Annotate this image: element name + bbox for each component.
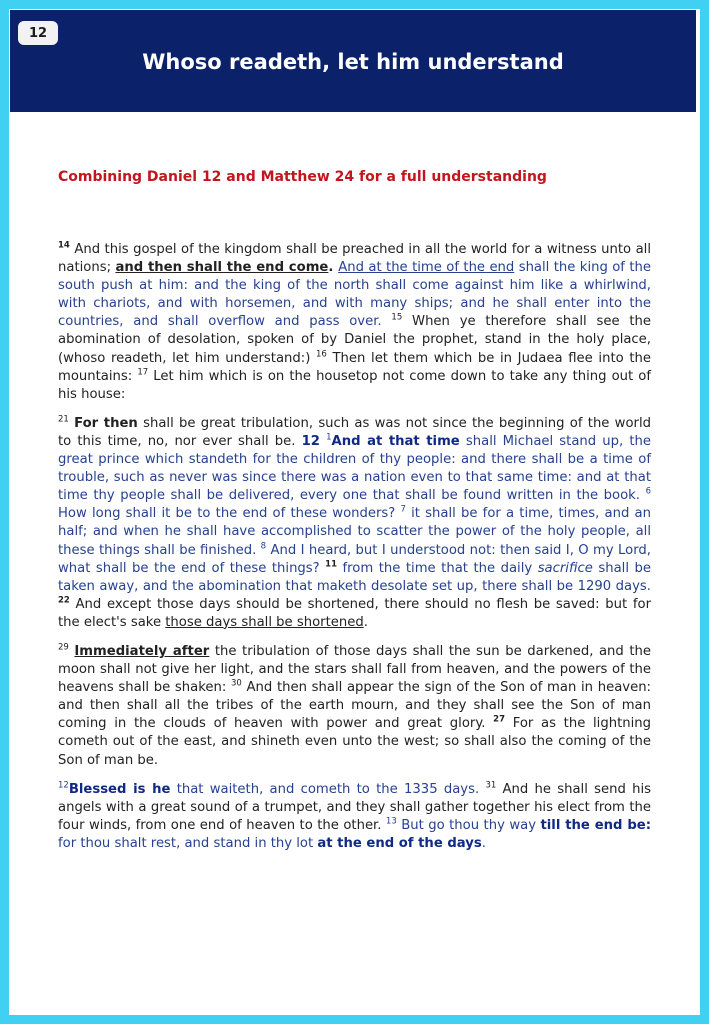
scripture-body <box>58 241 651 864</box>
verse-number: 12 <box>58 780 69 791</box>
text-segment: till the end be: <box>540 817 651 833</box>
text-segment: . <box>328 260 339 276</box>
verse-number: 14 <box>58 240 70 251</box>
text-segment: But go thou thy way <box>396 817 541 833</box>
text-segment: For as the lightning cometh out of the east, and shineth even unto the west; so shall also the coming of the Son of man be. <box>58 716 651 768</box>
text-segment: Let him which is on the housetop not come down to take any thing out of his house: <box>58 368 651 402</box>
text-segment: . <box>363 614 368 630</box>
page-title: Whoso readeth, let him understand <box>142 50 564 74</box>
section-subtitle: Combining Daniel 12 and Matthew 24 for a full understanding <box>58 169 547 185</box>
text-segment: . <box>481 835 486 851</box>
verse-number: 17 <box>137 367 149 378</box>
text-segment: at the end of the days <box>317 835 482 851</box>
paragraph-1 <box>58 241 651 404</box>
verse-number: 27 <box>493 714 505 725</box>
verse-number: 16 <box>316 349 327 360</box>
verse-number: 7 <box>400 504 406 515</box>
text-segment: shall be great tribulation, such as was not since the beginning of the world to this time, no, nor ever shall be. <box>58 415 651 449</box>
text-segment: the tribulation of those days shall the sun be darkened, and the moon shall not give her light, and the stars shall fall from heaven, and the powers of the heavens shall be shaken: <box>58 643 651 696</box>
paragraph-3 <box>58 643 651 770</box>
verse-number: 15 <box>391 312 403 323</box>
text-segment: it shall be for a time, times, and an half; and when he shall have accomplished to scatter the power of the holy people, all these things shall be finished. <box>58 506 651 558</box>
verse-number: 11 <box>325 559 338 570</box>
text-segment: And then shall appear the sign of the Son of man in heaven: and then shall all the tribes of the earth mourn, and they shall see the Son of man coming in the clouds of heaven with power and great glory. <box>58 680 651 732</box>
text-segment: And I heard, but I understood not: then said I, O my Lord, what shall be the end of these things? <box>58 542 651 576</box>
verse-number: 1 <box>326 432 332 443</box>
verse-number: 31 <box>485 780 497 791</box>
text-segment: for thou shalt rest, and stand in thy lot <box>58 835 318 851</box>
text-segment: that waiteth, and cometh to the 1335 days. <box>170 781 480 797</box>
text-segment: And at the time of the end <box>338 260 515 276</box>
verse-number: 8 <box>260 541 267 552</box>
paragraph-2 <box>58 415 651 632</box>
text-segment: sacrifice <box>537 560 593 576</box>
verse-number: 13 <box>385 816 397 827</box>
text-segment: shall the king of the south push at him: and the king of the north shall come against him like a whirlwind, with chariots, and with horsemen, and with many ships; and he shall enter into the countries, and shall overflow and pass over. <box>58 260 652 330</box>
text-segment: 12 <box>301 433 320 449</box>
text-segment: When ye therefore shall see the abomination of desolation, spoken of by Daniel the prophet, stand in the holy place, (whoso readeth, let him understand:) <box>58 314 651 366</box>
text-segment: Blessed is he <box>68 781 171 797</box>
verse-number: 22 <box>58 595 70 606</box>
verse-number: 29 <box>58 642 69 653</box>
text-segment: And this gospel of the kingdom shall be preached in all the world for a witness unto all nations; <box>58 242 651 276</box>
paragraph-4 <box>58 781 651 853</box>
text-segment: And at that time <box>331 433 460 449</box>
text-segment: from the time that the daily <box>337 560 538 576</box>
text-segment: shall be taken away, and the abomination that maketh desolate set up, there shall be 1290 days. <box>58 560 651 594</box>
text-segment: shall Michael stand up, the great prince which standeth for the children of thy people: and there shall be a time of trouble, such as never was since there was a nation even to that same time: and at that time thy people shall be delivered, every one that shall be found written in the book. <box>58 433 651 504</box>
header-banner <box>10 10 696 112</box>
page-number-badge: 12 <box>18 21 58 45</box>
text-segment: Immediately after <box>74 643 210 659</box>
text-segment: Then let them which be in Judaea flee into the mountains: <box>58 350 651 384</box>
text-segment: and then shall the end come <box>115 260 329 276</box>
verse-number: 21 <box>58 414 69 425</box>
text-segment: How long shall it be to the end of these wonders? <box>58 506 401 522</box>
text-segment: those days shall be shortened <box>165 614 364 630</box>
text-segment: And except those days should be shortened, there should no flesh be saved: but for the elect's sake <box>58 596 651 630</box>
verse-number: 6 <box>645 486 651 497</box>
verse-number: 30 <box>230 678 242 689</box>
text-segment: For then <box>74 415 138 431</box>
text-segment: And he shall send his angels with a great sound of a trumpet, and they shall gather together his elect from the four winds, from one end of heaven to the other. <box>58 781 651 833</box>
text-segment <box>382 314 392 329</box>
